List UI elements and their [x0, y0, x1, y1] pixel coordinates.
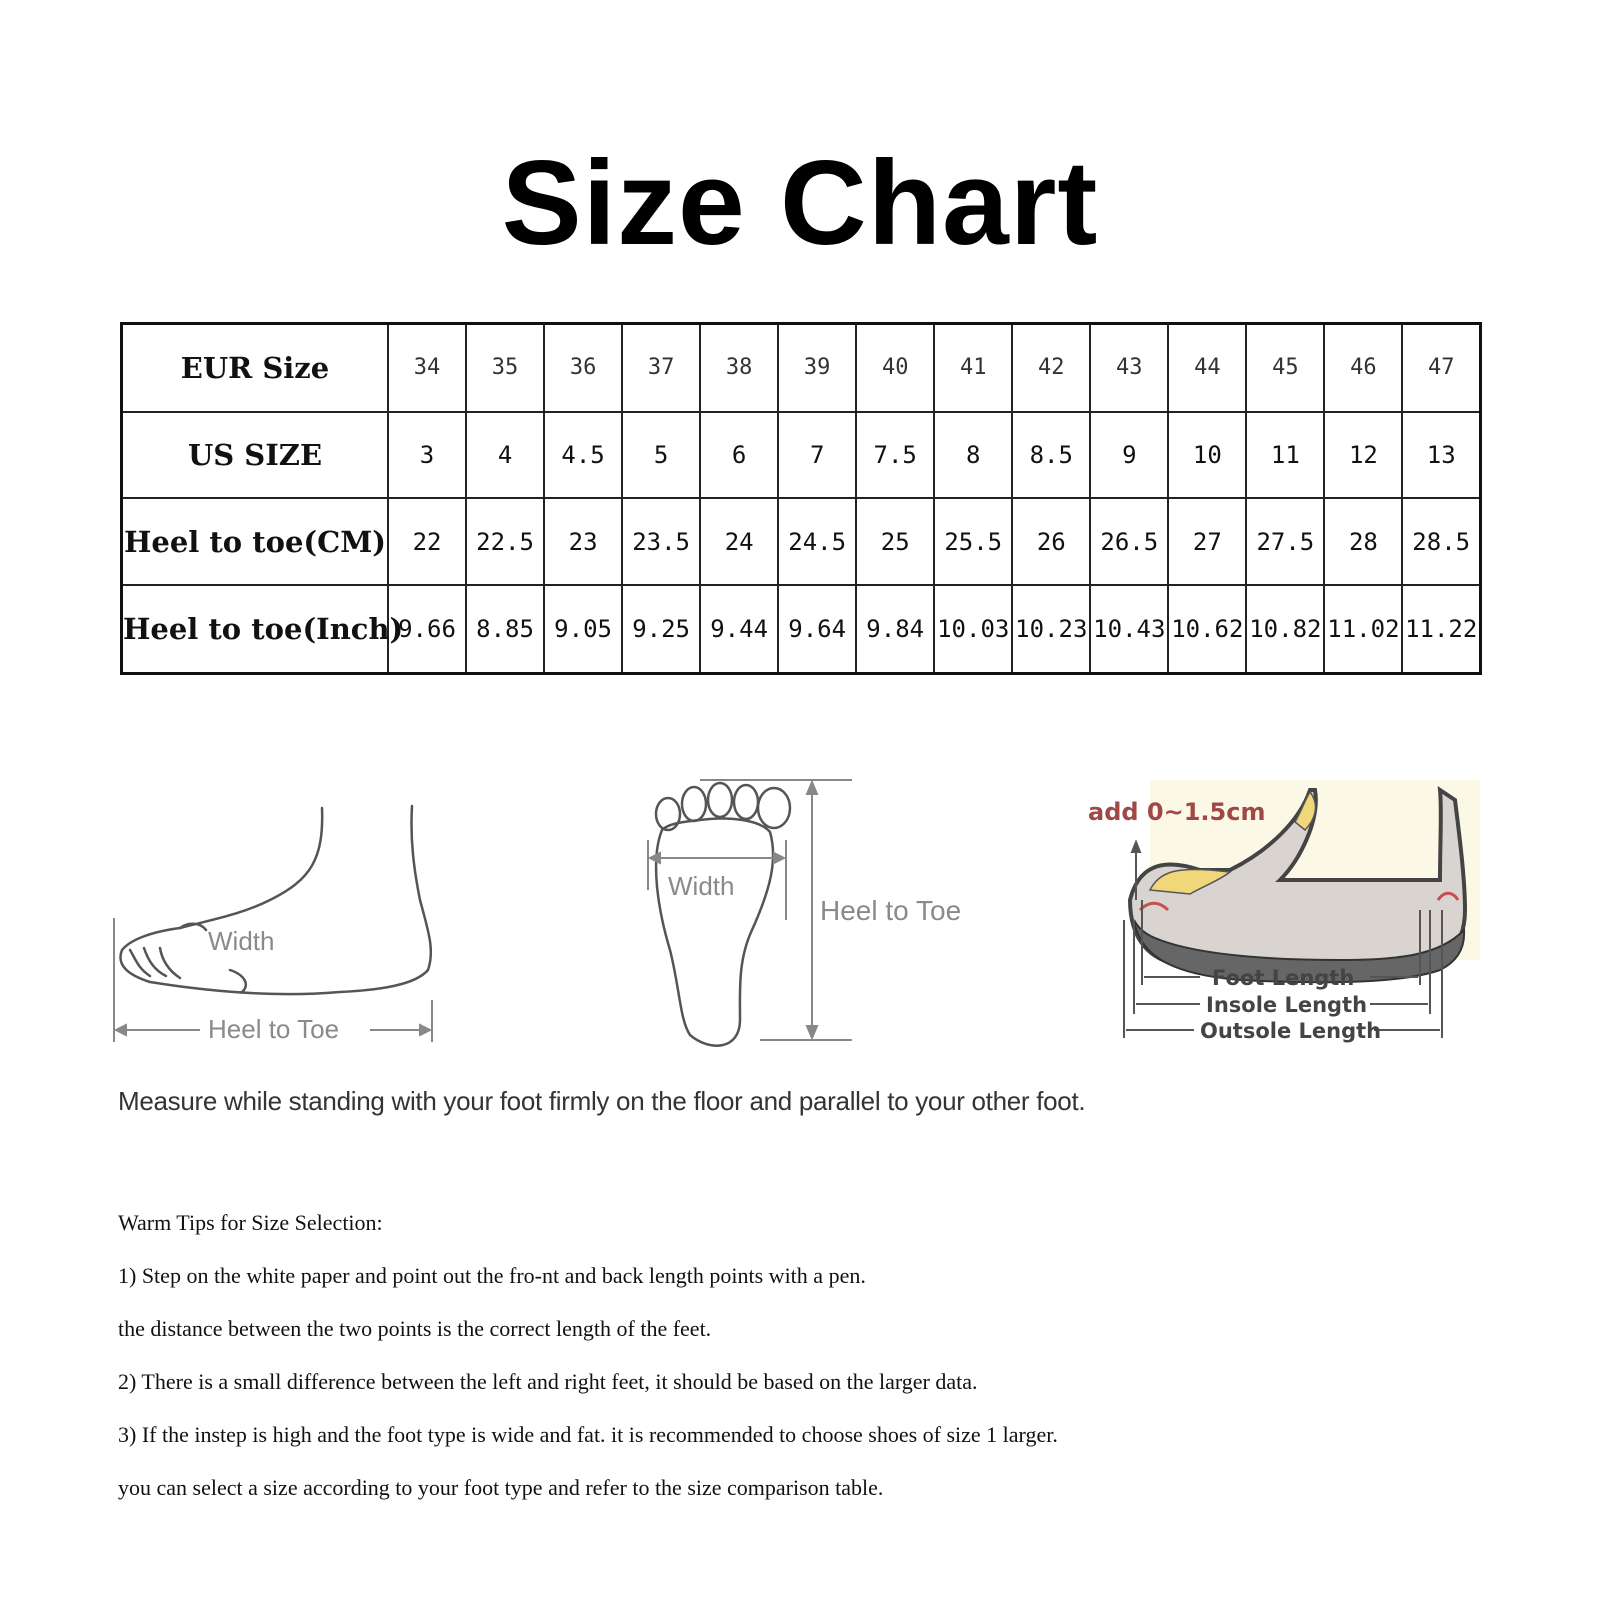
size-cell: 11.02: [1324, 585, 1402, 673]
size-cell: 37: [622, 324, 700, 412]
outsole-length-label: Outsole Length: [1200, 1019, 1382, 1043]
size-cell: 39: [778, 324, 856, 412]
size-cell: 4.5: [544, 412, 622, 499]
size-cell: 10.03: [934, 585, 1012, 673]
size-table: [120, 322, 1482, 675]
size-cell: 10.23: [1012, 585, 1090, 673]
footprint-outline: [656, 819, 773, 1046]
size-cell: 47: [1402, 324, 1480, 412]
size-cell: 12: [1324, 412, 1402, 499]
size-cell: 22: [388, 498, 466, 585]
row-header: Heel to toe(CM): [122, 498, 389, 585]
size-cell: 10: [1168, 412, 1246, 499]
size-cell: 9: [1090, 412, 1168, 499]
add-allowance-label: add 0~1.5cm: [1088, 798, 1266, 826]
size-cell: 23.5: [622, 498, 700, 585]
size-cell: 10.82: [1246, 585, 1324, 673]
size-cell: 44: [1168, 324, 1246, 412]
size-row: [122, 585, 1481, 673]
tip-line: you can select a size according to your foot type and refer to the size comparison table.: [118, 1475, 884, 1500]
foot-length-label: Foot Length: [1212, 966, 1355, 990]
size-cell: 8.5: [1012, 412, 1090, 499]
side-heel-to-toe-label: Heel to Toe: [208, 1014, 340, 1044]
size-cell: 24: [700, 498, 778, 585]
foot-side-diagram: [110, 800, 450, 1070]
tip-line: 2) There is a small difference between the left and right feet, it should be based on the larger data.: [118, 1369, 978, 1394]
size-cell: 9.66: [388, 585, 466, 673]
row-header: US SIZE: [122, 412, 389, 499]
size-cell: 22.5: [466, 498, 544, 585]
size-cell: 26.5: [1090, 498, 1168, 585]
row-header: Heel to toe(Inch): [122, 585, 389, 673]
size-cell: 41: [934, 324, 1012, 412]
size-cell: 25: [856, 498, 934, 585]
size-cell: 43: [1090, 324, 1168, 412]
size-cell: 40: [856, 324, 934, 412]
size-cell: 8.85: [466, 585, 544, 673]
tips-heading: Warm Tips for Size Selection:: [118, 1210, 383, 1235]
size-cell: 10.62: [1168, 585, 1246, 673]
size-row: [122, 324, 1481, 412]
size-cell: 24.5: [778, 498, 856, 585]
page-title: Size Chart: [501, 136, 1099, 270]
size-cell: 23: [544, 498, 622, 585]
size-cell: 9.44: [700, 585, 778, 673]
size-cell: 7.5: [856, 412, 934, 499]
size-cell: 45: [1246, 324, 1324, 412]
size-cell: 46: [1324, 324, 1402, 412]
size-cell: 34: [388, 324, 466, 412]
tip-line: the distance between the two points is the correct length of the feet.: [118, 1316, 712, 1341]
size-cell: 28: [1324, 498, 1402, 585]
size-row: [122, 498, 1481, 585]
top-width-label: Width: [668, 871, 735, 901]
size-cell: 11.22: [1402, 585, 1480, 673]
size-cell: 36: [544, 324, 622, 412]
shoe-diagram: [1088, 770, 1500, 1070]
size-cell: 26: [1012, 498, 1090, 585]
size-cell: 4: [466, 412, 544, 499]
size-cell: 10.43: [1090, 585, 1168, 673]
size-cell: 9.84: [856, 585, 934, 673]
size-cell: 3: [388, 412, 466, 499]
size-cell: 27.5: [1246, 498, 1324, 585]
size-cell: 9.25: [622, 585, 700, 673]
measure-caption: Measure while standing with your foot firmly on the floor and parallel to your other foot.: [118, 1086, 1086, 1116]
row-header: EUR Size: [122, 324, 389, 412]
size-cell: 42: [1012, 324, 1090, 412]
size-row: [122, 412, 1481, 499]
size-cell: 27: [1168, 498, 1246, 585]
size-cell: 11: [1246, 412, 1324, 499]
size-cell: 35: [466, 324, 544, 412]
size-cell: 8: [934, 412, 1012, 499]
side-width-label: Width: [208, 926, 275, 956]
foot-top-diagram: [640, 780, 980, 1060]
size-cell: 9.05: [544, 585, 622, 673]
size-cell: 38: [700, 324, 778, 412]
size-cell: 28.5: [1402, 498, 1480, 585]
size-cell: 13: [1402, 412, 1480, 499]
size-cell: 9.64: [778, 585, 856, 673]
tip-line: 3) If the instep is high and the foot type is wide and fat. it is recommended to choose shoes of size 1 larger.: [118, 1422, 1058, 1447]
warm-tips: [118, 1210, 1478, 1528]
tip-line: 1) Step on the white paper and point out the fro-nt and back length points with a pen.: [118, 1263, 866, 1288]
size-cell: 5: [622, 412, 700, 499]
insole-length-label: Insole Length: [1206, 993, 1368, 1017]
size-cell: 25.5: [934, 498, 1012, 585]
size-cell: 7: [778, 412, 856, 499]
size-cell: 6: [700, 412, 778, 499]
top-heel-to-toe-label: Heel to Toe: [820, 895, 962, 926]
